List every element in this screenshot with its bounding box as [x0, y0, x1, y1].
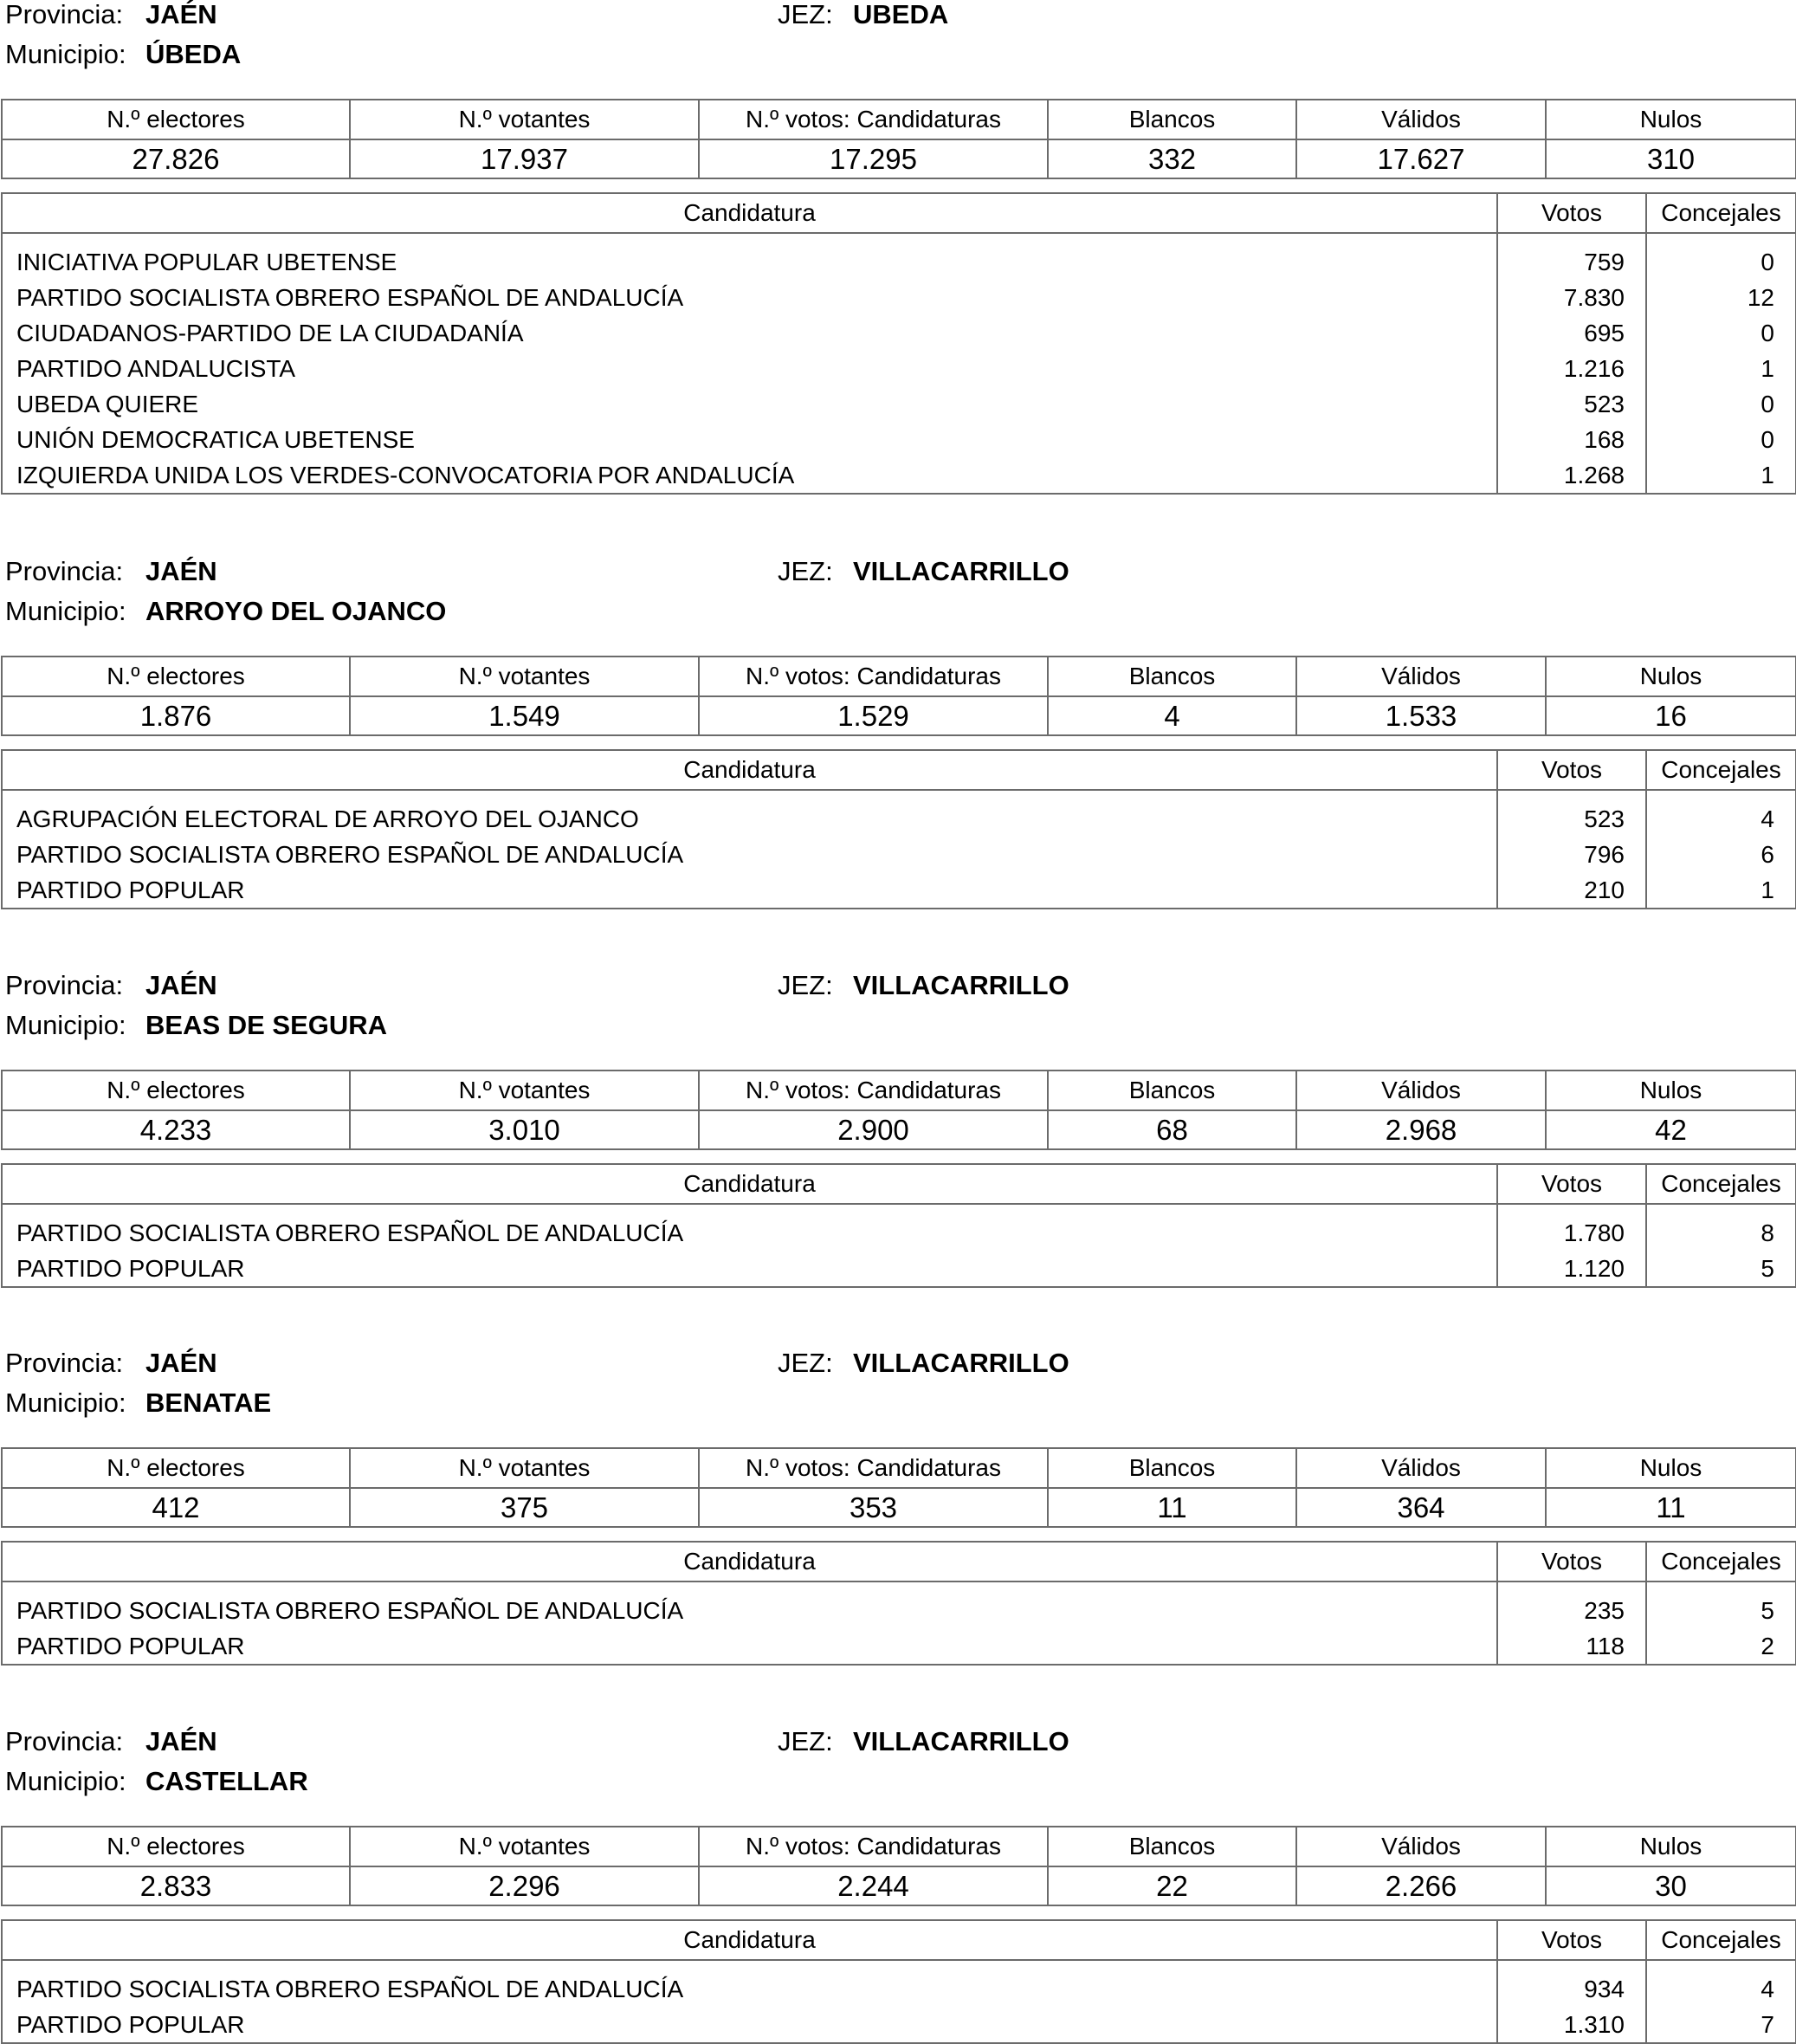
- stats-value-electores: 1.876: [2, 696, 350, 735]
- candidatura-name: AGRUPACIÓN ELECTORAL DE ARROYO DEL OJANCO: [2, 790, 1497, 837]
- candidatura-votos: 118: [1497, 1628, 1646, 1665]
- candidatura-concejales: 0: [1646, 315, 1796, 351]
- candidatura-votos: 235: [1497, 1582, 1646, 1628]
- candidatura-votos: 7.830: [1497, 280, 1646, 315]
- candidatura-votos: 523: [1497, 386, 1646, 422]
- candidatura-name: PARTIDO SOCIALISTA OBRERO ESPAÑOL DE ANDALUCÍA: [2, 280, 1497, 315]
- candidatura-row: [2, 280, 1796, 315]
- municipio-value: CASTELLAR: [145, 1766, 308, 1796]
- municipio-label: Municipio:: [5, 596, 126, 626]
- candidatura-votos: 934: [1497, 1960, 1646, 2007]
- candidatura-column-header: Candidatura: [2, 750, 1497, 790]
- municipio-value: BEAS DE SEGURA: [145, 1010, 388, 1040]
- candidatura-concejales: 5: [1646, 1251, 1796, 1287]
- stats-value-validos: 2.968: [1296, 1110, 1546, 1149]
- stats-header-validos: Válidos: [1296, 1448, 1546, 1488]
- jez-label: JEZ:: [778, 556, 833, 586]
- stats-value-votantes: 375: [350, 1488, 699, 1527]
- candidatura-row: [2, 1251, 1796, 1287]
- stats-header-electores: N.º electores: [2, 1827, 350, 1866]
- header-municipio-row: [0, 1383, 1796, 1423]
- stats-value-votos-candidaturas: 2.244: [699, 1866, 1048, 1905]
- stats-header-nulos: Nulos: [1546, 1071, 1796, 1110]
- stats-header-validos: Válidos: [1296, 1827, 1546, 1866]
- stats-value-blancos: 68: [1048, 1110, 1296, 1149]
- candidaturas-table: [1, 1919, 1796, 2044]
- candidatura-concejales: 4: [1646, 1960, 1796, 2007]
- candidatura-name: PARTIDO SOCIALISTA OBRERO ESPAÑOL DE ANDALUCÍA: [2, 1960, 1497, 2007]
- stats-header-blancos: Blancos: [1048, 657, 1296, 696]
- candidatura-column-header: Candidatura: [2, 1164, 1497, 1204]
- stats-header-row: [2, 657, 1796, 696]
- candidatura-concejales: 5: [1646, 1582, 1796, 1628]
- candidaturas-header-row: [2, 1920, 1796, 1960]
- candidaturas-header-row: [2, 750, 1796, 790]
- header-provincia-row: [0, 0, 1796, 35]
- candidatura-name: CIUDADANOS-PARTIDO DE LA CIUDADANÍA: [2, 315, 1497, 351]
- candidatura-row: [2, 872, 1796, 909]
- candidatura-row: [2, 457, 1796, 494]
- concejales-column-header: Concejales: [1646, 193, 1796, 233]
- candidatura-row: [2, 233, 1796, 280]
- municipio-value: BENATAE: [145, 1387, 272, 1418]
- stats-value-nulos: 16: [1546, 696, 1796, 735]
- candidatura-name: PARTIDO SOCIALISTA OBRERO ESPAÑOL DE ANDALUCÍA: [2, 1204, 1497, 1251]
- municipio-value: ÚBEDA: [145, 39, 242, 69]
- provincia-label: Provincia:: [5, 0, 124, 29]
- stats-header-electores: N.º electores: [2, 1071, 350, 1110]
- stats-header-validos: Válidos: [1296, 657, 1546, 696]
- jez-label: JEZ:: [778, 1726, 833, 1756]
- stats-header-blancos: Blancos: [1048, 1071, 1296, 1110]
- stats-value-electores: 27.826: [2, 139, 350, 178]
- candidatura-name: INICIATIVA POPULAR UBETENSE: [2, 233, 1497, 280]
- candidatura-name: PARTIDO SOCIALISTA OBRERO ESPAÑOL DE ANDALUCÍA: [2, 837, 1497, 872]
- concejales-column-header: Concejales: [1646, 1542, 1796, 1582]
- stats-header-votantes: N.º votantes: [350, 657, 699, 696]
- stats-value-votantes: 3.010: [350, 1110, 699, 1149]
- stats-value-row: [2, 696, 1796, 735]
- stats-value-row: [2, 1110, 1796, 1149]
- stats-header-blancos: Blancos: [1048, 1827, 1296, 1866]
- candidaturas-table: [1, 1541, 1796, 1666]
- stats-value-row: [2, 1488, 1796, 1527]
- stats-header-validos: Válidos: [1296, 1071, 1546, 1110]
- candidatura-votos: 1.780: [1497, 1204, 1646, 1251]
- candidatura-votos: 210: [1497, 872, 1646, 909]
- stats-value-electores: 2.833: [2, 1866, 350, 1905]
- stats-header-votantes: N.º votantes: [350, 1448, 699, 1488]
- stats-table: [1, 1070, 1796, 1150]
- provincia-value: JAÉN: [145, 1348, 217, 1378]
- candidatura-row: [2, 386, 1796, 422]
- candidatura-column-header: Candidatura: [2, 193, 1497, 233]
- candidatura-row: [2, 1582, 1796, 1628]
- stats-value-blancos: 332: [1048, 139, 1296, 178]
- stats-value-votantes: 2.296: [350, 1866, 699, 1905]
- stats-header-electores: N.º electores: [2, 657, 350, 696]
- stats-header-blancos: Blancos: [1048, 1448, 1296, 1488]
- concejales-column-header: Concejales: [1646, 1164, 1796, 1204]
- jez-label: JEZ:: [778, 0, 833, 29]
- stats-value-blancos: 4: [1048, 696, 1296, 735]
- candidatura-concejales: 0: [1646, 386, 1796, 422]
- stats-value-blancos: 11: [1048, 1488, 1296, 1527]
- stats-value-votos-candidaturas: 1.529: [699, 696, 1048, 735]
- candidatura-row: [2, 351, 1796, 386]
- stats-header-nulos: Nulos: [1546, 100, 1796, 139]
- candidatura-name: IZQUIERDA UNIDA LOS VERDES-CONVOCATORIA POR ANDALUCÍA: [2, 457, 1497, 494]
- stats-value-nulos: 310: [1546, 139, 1796, 178]
- stats-header-row: [2, 1448, 1796, 1488]
- candidatura-row: [2, 1960, 1796, 2007]
- candidatura-concejales: 1: [1646, 872, 1796, 909]
- stats-header-votos-candidaturas: N.º votos: Candidaturas: [699, 1071, 1048, 1110]
- candidatura-votos: 759: [1497, 233, 1646, 280]
- candidatura-votos: 1.120: [1497, 1251, 1646, 1287]
- candidatura-votos: 168: [1497, 422, 1646, 457]
- stats-value-blancos: 22: [1048, 1866, 1296, 1905]
- jez-value: VILLACARRILLO: [853, 1348, 1069, 1378]
- stats-value-nulos: 42: [1546, 1110, 1796, 1149]
- provincia-label: Provincia:: [5, 1726, 124, 1756]
- stats-header-votos-candidaturas: N.º votos: Candidaturas: [699, 1827, 1048, 1866]
- stats-value-row: [2, 139, 1796, 178]
- candidatura-concejales: 2: [1646, 1628, 1796, 1665]
- candidatura-name: PARTIDO POPULAR: [2, 1628, 1497, 1665]
- stats-value-votantes: 17.937: [350, 139, 699, 178]
- stats-value-validos: 17.627: [1296, 139, 1546, 178]
- stats-value-validos: 1.533: [1296, 696, 1546, 735]
- header-municipio-row: [0, 1762, 1796, 1801]
- candidatura-concejales: 1: [1646, 457, 1796, 494]
- stats-header-electores: N.º electores: [2, 100, 350, 139]
- provincia-value: JAÉN: [145, 0, 217, 29]
- stats-header-electores: N.º electores: [2, 1448, 350, 1488]
- candidaturas-table: [1, 1163, 1796, 1288]
- provincia-value: JAÉN: [145, 970, 217, 1000]
- stats-header-validos: Válidos: [1296, 100, 1546, 139]
- candidatura-row: [2, 315, 1796, 351]
- candidatura-name: PARTIDO SOCIALISTA OBRERO ESPAÑOL DE ANDALUCÍA: [2, 1582, 1497, 1628]
- candidatura-name: PARTIDO ANDALUCISTA: [2, 351, 1497, 386]
- candidatura-votos: 1.268: [1497, 457, 1646, 494]
- candidatura-row: [2, 2007, 1796, 2043]
- candidatura-concejales: 4: [1646, 790, 1796, 837]
- stats-value-electores: 412: [2, 1488, 350, 1527]
- stats-value-electores: 4.233: [2, 1110, 350, 1149]
- candidatura-concejales: 7: [1646, 2007, 1796, 2043]
- provincia-label: Provincia:: [5, 1348, 124, 1378]
- candidatura-concejales: 0: [1646, 422, 1796, 457]
- stats-table: [1, 656, 1796, 736]
- candidatura-row: [2, 790, 1796, 837]
- header-municipio-row: [0, 592, 1796, 631]
- stats-header-nulos: Nulos: [1546, 657, 1796, 696]
- header-municipio-row: [0, 35, 1796, 74]
- stats-value-validos: 2.266: [1296, 1866, 1546, 1905]
- candidatura-concejales: 6: [1646, 837, 1796, 872]
- candidaturas-header-row: [2, 193, 1796, 233]
- candidatura-name: UBEDA QUIERE: [2, 386, 1497, 422]
- candidaturas-table: [1, 749, 1796, 909]
- candidatura-votos: 695: [1497, 315, 1646, 351]
- municipio-label: Municipio:: [5, 1010, 126, 1040]
- municipio-label: Municipio:: [5, 1387, 126, 1418]
- stats-table: [1, 1826, 1796, 1906]
- stats-header-votantes: N.º votantes: [350, 1071, 699, 1110]
- candidaturas-table: [1, 192, 1796, 495]
- votos-column-header: Votos: [1497, 1920, 1646, 1960]
- candidaturas-header-row: [2, 1542, 1796, 1582]
- concejales-column-header: Concejales: [1646, 1920, 1796, 1960]
- candidatura-votos: 1.216: [1497, 351, 1646, 386]
- header-provincia-row: [0, 966, 1796, 1006]
- stats-value-validos: 364: [1296, 1488, 1546, 1527]
- stats-header-blancos: Blancos: [1048, 100, 1296, 139]
- jez-label: JEZ:: [778, 970, 833, 1000]
- stats-header-nulos: Nulos: [1546, 1448, 1796, 1488]
- stats-table: [1, 99, 1796, 179]
- header-provincia-row: [0, 1343, 1796, 1383]
- stats-value-votos-candidaturas: 17.295: [699, 139, 1048, 178]
- candidatura-votos: 523: [1497, 790, 1646, 837]
- jez-value: VILLACARRILLO: [853, 556, 1069, 586]
- stats-value-nulos: 11: [1546, 1488, 1796, 1527]
- stats-header-row: [2, 1071, 1796, 1110]
- candidatura-name: PARTIDO POPULAR: [2, 1251, 1497, 1287]
- stats-header-votos-candidaturas: N.º votos: Candidaturas: [699, 657, 1048, 696]
- candidatura-row: [2, 837, 1796, 872]
- stats-table: [1, 1447, 1796, 1528]
- concejales-column-header: Concejales: [1646, 750, 1796, 790]
- stats-header-row: [2, 100, 1796, 139]
- candidatura-concejales: 8: [1646, 1204, 1796, 1251]
- stats-header-votantes: N.º votantes: [350, 1827, 699, 1866]
- jez-value: VILLACARRILLO: [853, 970, 1069, 1000]
- municipio-value: ARROYO DEL OJANCO: [145, 596, 447, 626]
- header-municipio-row: [0, 1006, 1796, 1045]
- jez-value: VILLACARRILLO: [853, 1726, 1069, 1756]
- candidatura-name: PARTIDO POPULAR: [2, 872, 1497, 909]
- candidatura-row: [2, 1628, 1796, 1665]
- stats-value-votos-candidaturas: 353: [699, 1488, 1048, 1527]
- stats-header-row: [2, 1827, 1796, 1866]
- municipio-label: Municipio:: [5, 39, 126, 69]
- votos-column-header: Votos: [1497, 1542, 1646, 1582]
- jez-value: UBEDA: [853, 0, 949, 29]
- stats-value-votantes: 1.549: [350, 696, 699, 735]
- provincia-value: JAÉN: [145, 1726, 217, 1756]
- candidatura-column-header: Candidatura: [2, 1542, 1497, 1582]
- candidatura-column-header: Candidatura: [2, 1920, 1497, 1960]
- votos-column-header: Votos: [1497, 1164, 1646, 1204]
- candidaturas-header-row: [2, 1164, 1796, 1204]
- header-provincia-row: [0, 552, 1796, 592]
- candidatura-name: UNIÓN DEMOCRATICA UBETENSE: [2, 422, 1497, 457]
- stats-value-row: [2, 1866, 1796, 1905]
- stats-header-votos-candidaturas: N.º votos: Candidaturas: [699, 100, 1048, 139]
- candidatura-row: [2, 422, 1796, 457]
- stats-header-nulos: Nulos: [1546, 1827, 1796, 1866]
- provincia-value: JAÉN: [145, 556, 217, 586]
- provincia-label: Provincia:: [5, 970, 124, 1000]
- header-provincia-row: [0, 1722, 1796, 1762]
- provincia-label: Provincia:: [5, 556, 124, 586]
- candidatura-concejales: 0: [1646, 233, 1796, 280]
- municipio-label: Municipio:: [5, 1766, 126, 1796]
- votos-column-header: Votos: [1497, 750, 1646, 790]
- stats-value-votos-candidaturas: 2.900: [699, 1110, 1048, 1149]
- stats-value-nulos: 30: [1546, 1866, 1796, 1905]
- stats-header-votos-candidaturas: N.º votos: Candidaturas: [699, 1448, 1048, 1488]
- candidatura-concejales: 12: [1646, 280, 1796, 315]
- stats-header-votantes: N.º votantes: [350, 100, 699, 139]
- votos-column-header: Votos: [1497, 193, 1646, 233]
- candidatura-row: [2, 1204, 1796, 1251]
- candidatura-concejales: 1: [1646, 351, 1796, 386]
- jez-label: JEZ:: [778, 1348, 833, 1378]
- candidatura-name: PARTIDO POPULAR: [2, 2007, 1497, 2043]
- candidatura-votos: 796: [1497, 837, 1646, 872]
- candidatura-votos: 1.310: [1497, 2007, 1646, 2043]
